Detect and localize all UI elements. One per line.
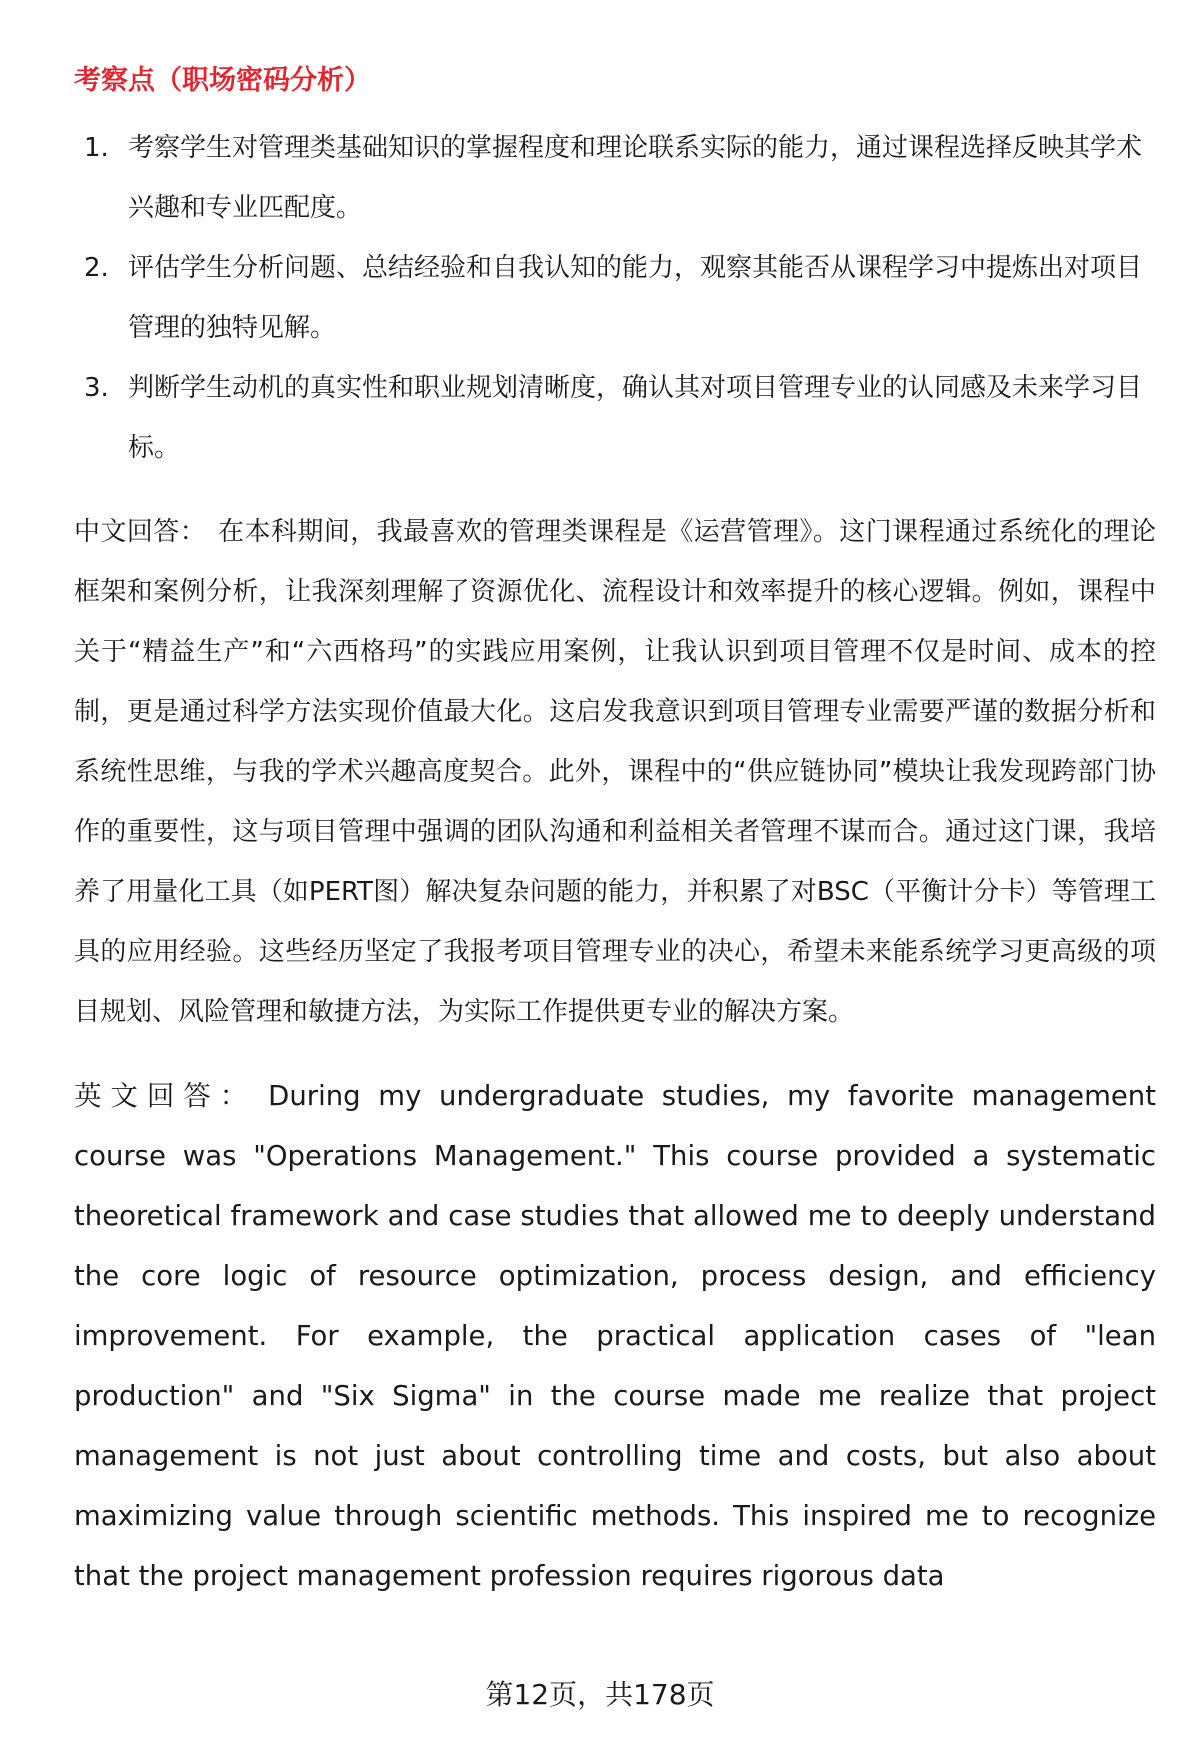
english-answer-paragraph	[74, 1066, 1156, 1606]
list-item-text: 考察学生对管理类基础知识的掌握程度和理论联系实际的能力，通过课程选择反映其学术兴趣和专业匹配度。	[128, 133, 1143, 223]
chinese-answer-label: 中文回答：	[74, 517, 207, 547]
chinese-answer-text: 在本科期间，我最喜欢的管理类课程是《运营管理》。这门课程通过系统化的理论框架和案例分析，让我深刻理解了资源优化、流程设计和效率提升的核心逻辑。例如，课程中关于“精益生产”和“六西格玛”的实践应用案例，让我认识到项目管理不仅是时间、成本的控制，更是通过科学方法实现价值最大化。这启发我意识到项目管理专业需要严谨的数据分析和系统性思维，与我的学术兴趣高度契合。此外，课程中的“供应链协同”模块让我发现跨部门协作的重要性，这与项目管理中强调的团队沟通和利益相关者管理不谋而合。通过这门课，我培养了用量化工具（如PERT图）解决复杂问题的能力，并积累了对BSC（平衡计分卡）等管理工具的应用经验。这些经历坚定了我报考项目管理专业的决心，希望未来能系统学习更高级的项目规划、风险管理和敏捷方法，为实际工作提供更专业的解决方案。	[74, 517, 1156, 1027]
list-item-text: 评估学生分析问题、总结经验和自我认知的能力，观察其能否从课程学习中提炼出对项目管理的独特见解。	[128, 253, 1143, 343]
english-answer-text: During my undergraduate studies, my favorite management course was "Operations Management." This course provided a systematic theoretical framework and case studies that allowed me to deeply understand the core logic of resource optimization, process design, and efficiency improvement. For example, the practical application cases of "lean production" and "Six Sigma" in the course made me realize that project management is not just about controlling time and costs, but also about maximizing value through scientific methods. This inspired me to recognize that the project management profession requires rigorous data	[74, 1080, 1157, 1592]
list-item-number: 1.	[84, 133, 109, 163]
list-item	[74, 358, 1156, 478]
chinese-answer-paragraph	[74, 502, 1156, 1042]
list-item	[74, 238, 1156, 358]
english-answer-label: 英文回答：	[74, 1080, 257, 1112]
list-item	[74, 118, 1156, 238]
assessment-points-list	[74, 118, 1156, 478]
page-content	[74, 56, 1156, 1606]
list-item-number: 2.	[84, 253, 109, 283]
page-number-footer: 第12页，共178页	[485, 1678, 715, 1711]
list-item-text: 判断学生动机的真实性和职业规划清晰度，确认其对项目管理专业的认同感及未来学习目标。	[128, 373, 1143, 463]
section-title: 考察点（职场密码分析）	[74, 65, 371, 96]
list-item-number: 3.	[84, 373, 109, 403]
